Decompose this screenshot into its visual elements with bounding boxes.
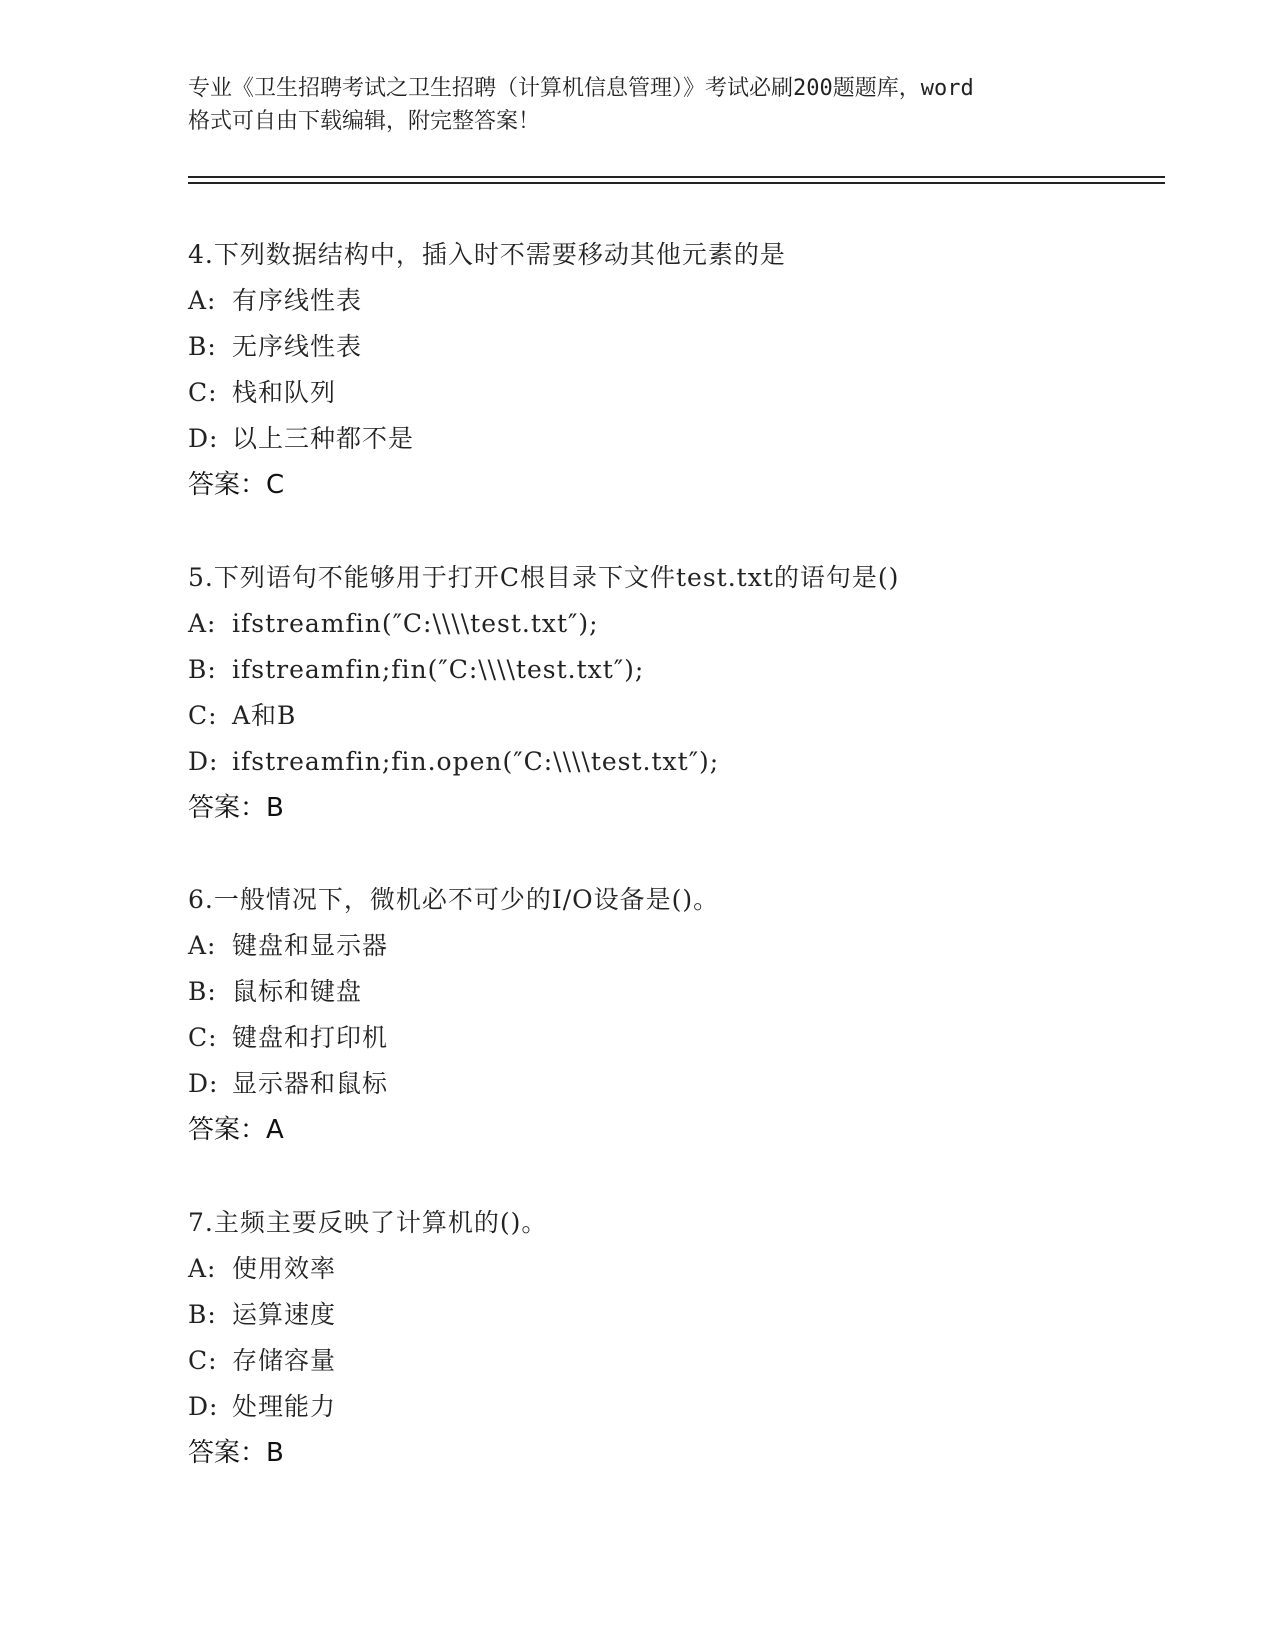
question-4 bbox=[188, 232, 1188, 508]
option-b bbox=[188, 969, 1188, 1015]
answer-line: 答案：B bbox=[188, 793, 284, 823]
header-title-line-1: 专业《卫生招聘考试之卫生招聘（计算机信息管理）》考试必刷200题题库，word bbox=[188, 76, 974, 101]
option-letter: D: bbox=[188, 424, 219, 453]
option-a bbox=[188, 923, 1188, 969]
option-letter: A: bbox=[188, 609, 217, 638]
option-text: 栈和队列 bbox=[232, 378, 337, 407]
option-d bbox=[188, 1061, 1188, 1107]
option-letter: C: bbox=[188, 1346, 218, 1375]
option-letter: B: bbox=[188, 1300, 217, 1329]
option-text: 存储容量 bbox=[232, 1346, 337, 1375]
header-divider-top bbox=[188, 176, 1165, 178]
option-b bbox=[188, 324, 1188, 370]
option-text: 以上三种都不是 bbox=[232, 424, 415, 453]
answer-line: 答案：C bbox=[188, 470, 285, 500]
option-text: ifstreamfin;fin(″C:\\\\test.txt″); bbox=[232, 655, 645, 684]
option-letter: A: bbox=[188, 286, 217, 315]
question-stem: 7.主频主要反映了计算机的()。 bbox=[188, 1208, 548, 1237]
option-text: 显示器和鼠标 bbox=[232, 1069, 389, 1098]
option-letter: C: bbox=[188, 378, 218, 407]
question-6 bbox=[188, 877, 1188, 1153]
document-header bbox=[188, 72, 1088, 138]
option-d bbox=[188, 739, 1188, 785]
option-letter: B: bbox=[188, 655, 217, 684]
option-text: ifstreamfin;fin.open(″C:\\\\test.txt″); bbox=[232, 747, 720, 776]
option-text: 键盘和打印机 bbox=[232, 1023, 389, 1052]
question-stem: 6.一般情况下，微机必不可少的I/O设备是()。 bbox=[188, 885, 720, 914]
question-stem: 4.下列数据结构中，插入时不需要移动其他元素的是 bbox=[188, 240, 786, 269]
option-c bbox=[188, 693, 1188, 739]
option-b bbox=[188, 647, 1188, 693]
option-text: 无序线性表 bbox=[232, 332, 363, 361]
header-title-line-2: 格式可自由下载编辑，附完整答案！ bbox=[188, 109, 541, 134]
option-text: 键盘和显示器 bbox=[232, 931, 389, 960]
option-letter: B: bbox=[188, 332, 217, 361]
option-text: 运算速度 bbox=[232, 1300, 337, 1329]
option-text: 使用效率 bbox=[232, 1254, 337, 1283]
option-c bbox=[188, 1338, 1188, 1384]
option-a bbox=[188, 601, 1188, 647]
option-letter: A: bbox=[188, 931, 217, 960]
option-c bbox=[188, 370, 1188, 416]
option-letter: B: bbox=[188, 977, 217, 1006]
option-a bbox=[188, 1246, 1188, 1292]
option-text: 有序线性表 bbox=[232, 286, 363, 315]
option-b bbox=[188, 1292, 1188, 1338]
option-letter: C: bbox=[188, 701, 218, 730]
header-divider-bottom bbox=[188, 182, 1165, 184]
question-stem: 5.下列语句不能够用于打开C根目录下文件test.txt的语句是() bbox=[188, 563, 900, 592]
option-d bbox=[188, 416, 1188, 462]
question-7 bbox=[188, 1200, 1188, 1476]
option-letter: D: bbox=[188, 747, 219, 776]
option-letter: D: bbox=[188, 1392, 219, 1421]
answer-line: 答案：B bbox=[188, 1438, 284, 1468]
option-text: 处理能力 bbox=[232, 1392, 337, 1421]
option-letter: D: bbox=[188, 1069, 219, 1098]
option-text: ifstreamfin(″C:\\\\test.txt″); bbox=[232, 609, 599, 638]
option-letter: C: bbox=[188, 1023, 218, 1052]
option-text: A和B bbox=[232, 701, 297, 730]
option-a bbox=[188, 278, 1188, 324]
option-c bbox=[188, 1015, 1188, 1061]
option-letter: A: bbox=[188, 1254, 217, 1283]
question-5 bbox=[188, 555, 1188, 831]
answer-line: 答案：A bbox=[188, 1115, 284, 1145]
option-d bbox=[188, 1384, 1188, 1430]
option-text: 鼠标和键盘 bbox=[232, 977, 363, 1006]
